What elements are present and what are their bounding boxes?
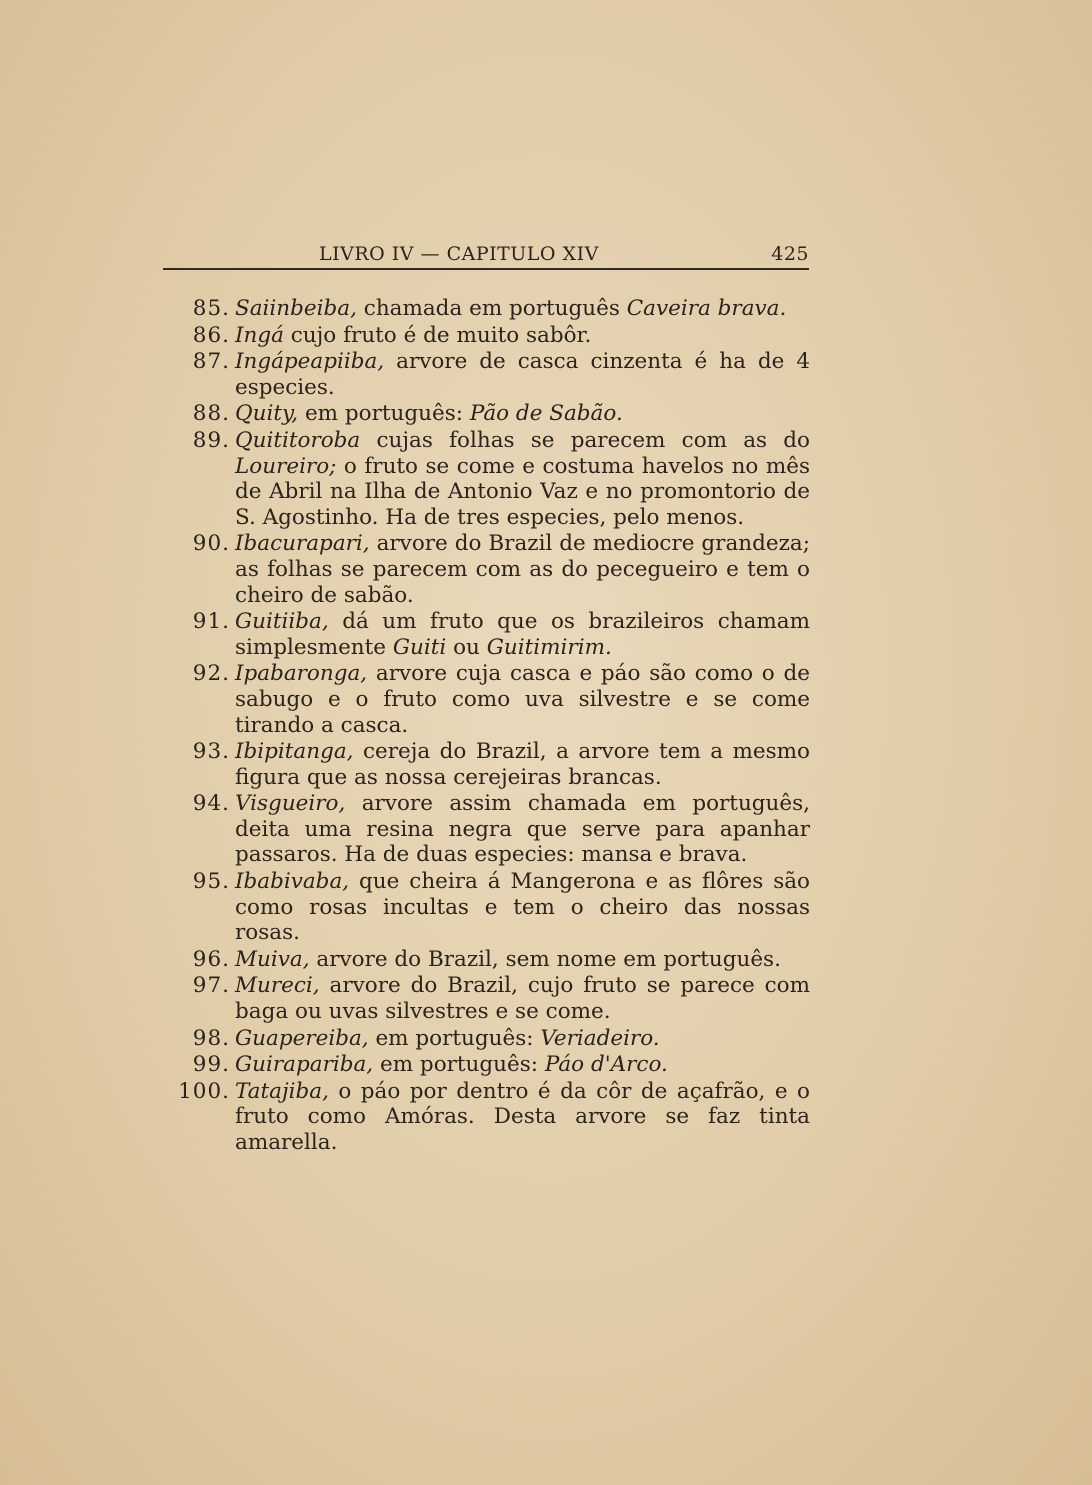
entry-fragment: arvore de casca cinzenta é ha de 4 especies.: [235, 349, 810, 400]
list-item: [150, 1052, 810, 1078]
list-item: [150, 791, 810, 868]
list-item: [150, 401, 810, 427]
list-item: [150, 661, 810, 738]
entry-fragment: cereja do Brazil, a arvore tem a mesmo figura que as nossa cerejeiras brancas.: [235, 739, 810, 790]
entry-number: 98.: [192, 1025, 230, 1051]
italic-term: Muiva,: [235, 946, 310, 972]
list-item: [150, 869, 810, 946]
italic-term: Ibacurapari,: [235, 531, 370, 557]
entry-number: 94.: [192, 791, 230, 817]
entry-number: 93.: [192, 739, 230, 765]
entry-text: [235, 869, 810, 946]
entry-number: 90.: [192, 531, 230, 557]
italic-term: Mureci,: [235, 973, 320, 999]
entry-fragment: o páo por dentro é da côr de açafrão, e o fruto como Amóras. Desta arvore se faz tinta amarella.: [235, 1078, 810, 1155]
entry-text: [235, 296, 810, 322]
entry-fragment: arvore do Brazil, cujo fruto se parece com baga ou uvas silvestres e se come.: [235, 973, 810, 1025]
list-item: [150, 531, 810, 608]
italic-term: Ingápeapiiba,: [235, 349, 385, 375]
italic-term: Guitiiba,: [235, 609, 329, 635]
chapter-title: LIVRO IV — CAPITULO XIV: [319, 243, 599, 265]
entry-fragment: dá um fruto que os brazileiros chamam simplesmente: [235, 609, 810, 660]
entry-text: [235, 1079, 810, 1156]
entry-number: 89.: [192, 427, 230, 453]
entry-number: 97.: [192, 973, 230, 999]
entry-text: [235, 401, 810, 427]
entry-number: 91.: [192, 609, 230, 635]
entry-fragment: cujo fruto é de muito sabôr.: [283, 322, 592, 348]
entry-fragment: ou: [446, 634, 487, 660]
italic-term: Guitimirim.: [486, 634, 612, 660]
entry-fragment: em português:: [368, 1025, 541, 1051]
list-item: [150, 739, 810, 790]
entry-text: [235, 609, 810, 660]
italic-term: Quititoroba: [235, 427, 361, 453]
entry-text: [235, 661, 810, 738]
entry-number: 88.: [192, 401, 230, 427]
list-item: [150, 428, 810, 530]
entry-fragment: em português:: [298, 401, 470, 427]
entry-text: [235, 739, 810, 790]
entry-text: [235, 1026, 810, 1052]
entry-fragment: cujas folhas se parecem com as do: [360, 427, 810, 453]
entry-fragment: o fruto se come e costuma havelos no mês de Abril na Ilha de Antonio Vaz e no promontorio de S. Agostinho. Ha de tres especies, pelo menos.: [235, 453, 810, 530]
entry-number: 92.: [192, 661, 230, 687]
list-item: [150, 609, 810, 660]
entry-text: [235, 531, 810, 608]
italic-term: Ipabaronga,: [235, 661, 368, 687]
entry-text: [235, 349, 810, 400]
entry-list: [150, 296, 810, 1156]
italic-term: Pão de Sabão.: [469, 401, 623, 427]
entry-fragment: chamada em português: [356, 296, 627, 321]
entry-number: 96.: [192, 946, 230, 972]
entry-fragment: arvore do Brazil de mediocre grandeza; as folhas se parecem com as do pecegueiro e tem o cheiro de sabão.: [235, 531, 810, 608]
entry-fragment: arvore cuja casca e páo são como o de sabugo e o fruto como uva silvestre e se come tirando a casca.: [235, 661, 810, 738]
list-item: [150, 323, 810, 349]
running-header: [163, 240, 809, 270]
entry-fragment: arvore assim chamada em português, deita uma resina negra que serve para apanhar passaros. Ha de duas especies: mansa e brava.: [235, 791, 810, 868]
entry-fragment: arvore do Brazil, sem nome em português.: [309, 946, 781, 972]
italic-term: Quity,: [235, 401, 299, 427]
entry-number: 100.: [178, 1078, 230, 1104]
list-item: [150, 296, 810, 322]
entry-fragment: em português:: [373, 1052, 545, 1078]
entry-text: [235, 428, 810, 530]
italic-term: Loureiro;: [235, 453, 337, 479]
entry-number: 86.: [192, 322, 230, 348]
italic-term: Tatajiba,: [235, 1078, 329, 1104]
entry-text: [235, 947, 810, 973]
italic-term: Saiinbeiba,: [235, 296, 357, 321]
entry-number: 99.: [192, 1052, 230, 1078]
entry-number: 95.: [192, 869, 230, 895]
entry-number: 87.: [192, 349, 230, 375]
italic-term: Veriadeiro.: [540, 1025, 660, 1051]
entry-number: 85.: [192, 296, 230, 321]
italic-term: Páo d'Arco.: [544, 1052, 668, 1078]
list-item: [150, 947, 810, 973]
italic-term: Visgueiro,: [235, 791, 346, 817]
list-item: [150, 1079, 810, 1156]
entry-text: [235, 1052, 810, 1078]
list-item: [150, 349, 810, 400]
italic-term: Guirapariba,: [235, 1052, 374, 1078]
list-item: [150, 973, 810, 1024]
italic-term: Guapereiba,: [235, 1025, 369, 1051]
entry-text: [235, 323, 810, 349]
italic-term: Caveira brava.: [626, 296, 787, 321]
entry-text: [235, 791, 810, 868]
entry-text: [235, 973, 810, 1024]
page-number: 425: [771, 243, 809, 265]
italic-term: Ibipitanga,: [235, 739, 354, 765]
list-item: [150, 1026, 810, 1052]
italic-term: Ibabivaba,: [235, 869, 350, 895]
italic-term: Guiti: [392, 634, 447, 660]
italic-term: Ingá: [235, 322, 284, 348]
entry-fragment: que cheira á Mangerona e as flôres são como rosas incultas e tem o cheiro das nossas rosas.: [235, 869, 810, 946]
